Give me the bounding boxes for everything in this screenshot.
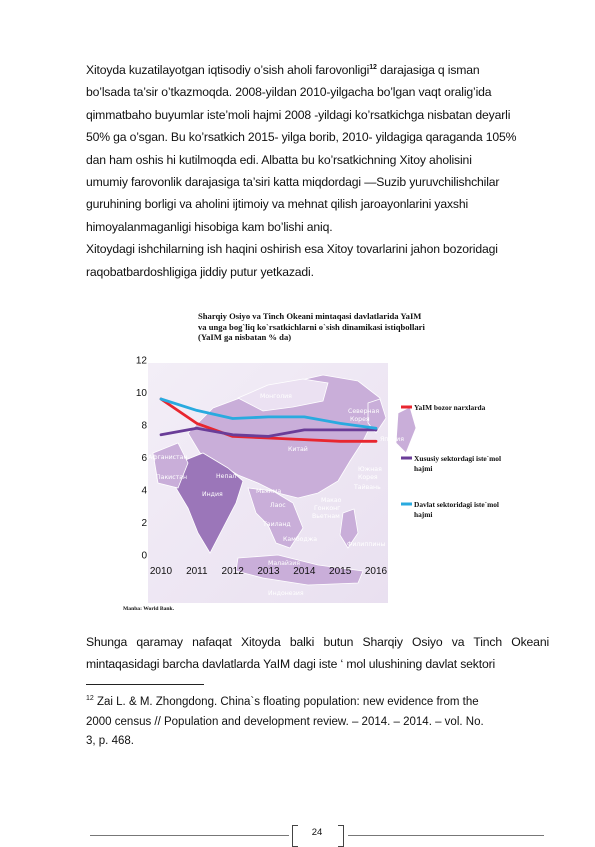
map-label: Таиланд	[263, 521, 291, 528]
y-tick-label: 4	[141, 485, 147, 497]
chart-figure	[118, 303, 558, 625]
map-label: Гонконг	[314, 505, 341, 512]
x-tick-label: 2013	[257, 566, 280, 577]
map-label: Тайвань	[354, 484, 381, 491]
page-footer	[86, 826, 549, 846]
y-tick-label: 6	[141, 453, 147, 464]
map-label: Мьянма	[256, 488, 282, 495]
x-tick-label: 2014	[293, 566, 316, 577]
chart-source: Manba: World Bank.	[123, 606, 175, 612]
text-line: bo’lsada ta’sir o’tkazmoqda. 2008-yildan 2010-yilgacha bo’lgan vaqt oralig’ida	[86, 85, 492, 100]
text-line: guruhining borligi va aholini ijtimoiy va mehnat qilish jaroayonlarini yaxshi	[86, 197, 469, 212]
legend-label: Xususiy sektordagi iste`mol	[414, 454, 502, 463]
map-label: Вьетнам	[312, 513, 340, 520]
map-label: Япония	[380, 436, 404, 443]
y-tick-label: 10	[135, 388, 147, 399]
y-tick-label: 8	[141, 420, 147, 432]
x-tick-label: 2011	[186, 566, 208, 577]
map-label: Камбоджа	[283, 536, 318, 543]
map-label: Афганистан	[148, 454, 188, 461]
footnote-number: 12	[86, 695, 94, 702]
text-line: mintaqasidagi barcha davlatlarda YaIM dagi iste ‘ mol ulushining davlat sektori	[86, 657, 496, 672]
map-label: Макао	[321, 497, 342, 504]
text-line: raqobatbardoshligiga jiddiy putur yetkazadi.	[86, 264, 314, 279]
legend-label: hajmi	[414, 464, 433, 473]
map-label: Малайзия	[268, 560, 300, 567]
map-label: Филиппины	[347, 541, 386, 548]
map-label: Лаос	[270, 502, 286, 509]
text-line: himoyalanmaganligi hisobiga kam bo’lishi aniq.	[86, 219, 333, 234]
footer-bracket-right	[338, 825, 344, 847]
text-line: qimmatbaho buyumlar iste’moli hajmi 2008 -yildagi ko’rsatkichga nisbatan deyarli	[86, 107, 511, 122]
map-label: Корея	[350, 416, 370, 423]
map-label: Пакистан	[156, 474, 188, 481]
chart-title: Sharqiy Osiyo va Tinch Okeani mintaqasi davlatlarida YaIM va unga bog`liq ko`rsatkichlarni o`sish dinamikasi istiqbollari (YaIM ga nisbatan % da)	[198, 311, 425, 342]
map-label: Монголия	[260, 393, 292, 400]
map-label: Непал	[216, 473, 237, 480]
text-line: Shunga qaramay nafaqat Xitoyda balki butun Sharqiy Osiyo va Tinch Okeani	[86, 635, 549, 649]
footnote-line: 2000 census // Population and development review. – 2014. – 2014. – vol. No.	[86, 715, 484, 728]
footnote-line: Zai L. & M. Zhongdong. China`s floating population: new evidence from the	[93, 696, 479, 708]
chart-legend	[401, 403, 501, 519]
paragraph-intro	[86, 57, 549, 283]
map-label: Индонезия	[268, 590, 304, 597]
text-line: Xitoyda kuzatilayotgan iqtisodiy o’sish aholi farovonligi	[86, 63, 370, 77]
footer-rule-right	[348, 835, 544, 836]
map-label: Северная	[348, 408, 380, 415]
text-line: 50% ga o’sgan. Bu ko’rsatkich 2015- yilga borib, 2010- yildagiga qaraganda 105%	[86, 130, 517, 145]
footnote-separator	[86, 684, 204, 685]
text-line: umumiy farovonlik darajasiga ta’siri katta miqdordagi ―Suzib yuruvchilishchilar	[86, 175, 500, 190]
footnote-line: 3, p. 468.	[86, 735, 134, 747]
text-line: Xitoydagi ishchilarning ish haqini oshirish esa Xitoy tovarlarini jahon bozoridagi	[86, 242, 498, 257]
x-tick-label: 2012	[221, 566, 244, 577]
map-label: Индия	[202, 491, 223, 498]
line-chart	[118, 303, 558, 603]
paragraph-continuation	[86, 631, 549, 676]
legend-label: YaIM bozor narxlarda	[414, 403, 486, 412]
map-label: Корея	[358, 474, 378, 481]
legend-label: hajmi	[414, 510, 433, 519]
y-tick-label: 0	[141, 550, 147, 562]
x-tick-label: 2010	[149, 566, 173, 577]
legend-label: Davlat sektoridagi iste`mol	[414, 500, 499, 509]
y-tick-label: 2	[141, 518, 147, 529]
map-label: Китай	[288, 446, 308, 453]
page-number: 24	[311, 827, 323, 838]
y-tick-label: 12	[135, 355, 147, 367]
footnote	[86, 689, 549, 752]
text-line: darajasiga q isman	[376, 63, 480, 77]
footnote-reference[interactable]: 12	[369, 64, 377, 71]
x-tick-label: 2016	[364, 566, 388, 577]
text-line: dan ham oshis hi kutilmoqda edi. Albatta bu ko’rsatkichning Xitoy aholisini	[86, 152, 472, 167]
map-label: Южная	[358, 466, 382, 473]
footer-rule-left	[90, 835, 289, 836]
x-tick-label: 2015	[329, 566, 352, 577]
